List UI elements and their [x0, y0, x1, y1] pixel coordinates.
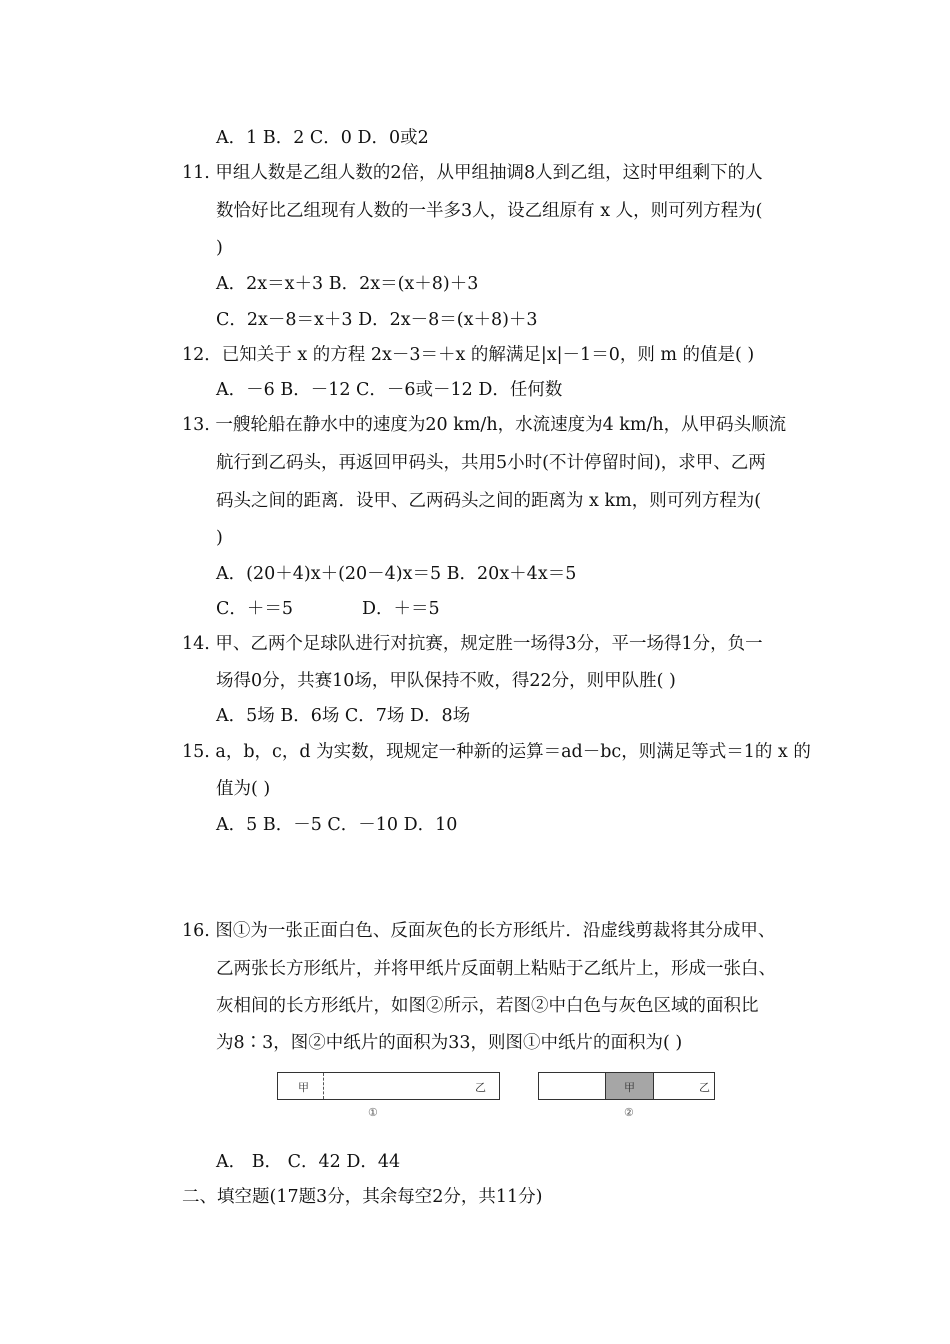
q11-line3: ) — [216, 238, 223, 258]
q15-line2: 值为( ) — [216, 779, 271, 799]
q15-options: A．5 B．－5 C．－10 D．10 — [216, 815, 458, 835]
figure-1-rectangle — [277, 1072, 500, 1100]
q16-line2: 乙两张长方形纸片，并将甲纸片反面朝上粘贴于乙纸片上，形成一张白、 — [216, 959, 776, 979]
figure-2-caption: ② — [624, 1106, 634, 1119]
q14-line2: 场得0分，共赛10场，甲队保持不败，得22分，则甲队胜( ) — [216, 671, 676, 691]
q14-options: A．5场 B．6场 C．7场 D．8场 — [216, 706, 471, 726]
q16-options: A． B． C．42 D．44 — [216, 1152, 401, 1172]
q16-line1: 16. 图①为一张正面白色、反面灰色的长方形纸片．沿虚线剪裁将其分成甲、 — [182, 921, 776, 941]
q13-option-d: D．＋＝5 — [362, 599, 440, 619]
q16-line4: 为8∶3，图②中纸片的面积为33，则图①中纸片的面积为( ) — [216, 1033, 683, 1053]
q12-options: A．－6 B．－12 C．－6或－12 D．任何数 — [216, 380, 563, 400]
q16-line3: 灰相间的长方形纸片，如图②所示，若图②中白色与灰色区域的面积比 — [216, 996, 759, 1016]
q11-line2: 数恰好比乙组现有人数的一半多3人，设乙组原有 x 人，则可列方程为( — [216, 201, 763, 221]
q13-line3: 码头之间的距离．设甲、乙两码头之间的距离为 x km，则可列方程为( — [216, 491, 762, 511]
q13-option-c: C．＋＝5 — [216, 599, 294, 619]
q11-line1: 11. 甲组人数是乙组人数的2倍，从甲组抽调8人到乙组，这时甲组剩下的人 — [182, 163, 763, 183]
q12-line1: 12．已知关于 x 的方程 2x－3＝＋x 的解满足|x|－1＝0，则 m 的值是( ) — [182, 345, 755, 365]
figure-1-label-yi: 乙 — [475, 1081, 486, 1094]
figure-2-label-yi: 乙 — [699, 1081, 710, 1094]
section-2-heading: 二、填空题(17题3分，其余每空2分，共11分) — [182, 1187, 543, 1207]
q10-options: A．1 B．2 C．0 D．0或2 — [216, 128, 429, 148]
q11-options-cd: C．2x－8＝x＋3 D．2x－8＝(x＋8)＋3 — [216, 310, 538, 330]
q11-options-ab: A．2x＝x＋3 B．2x＝(x＋8)＋3 — [216, 274, 479, 294]
q14-line1: 14. 甲、乙两个足球队进行对抗赛，规定胜一场得3分，平一场得1分，负一 — [182, 634, 763, 654]
figure-1-caption: ① — [368, 1106, 378, 1119]
figure-1-label-jia: 甲 — [298, 1081, 309, 1094]
q13-line1: 13. 一艘轮船在静水中的速度为20 km/h，水流速度为4 km/h，从甲码头顺流 — [182, 415, 787, 435]
q13-line2: 航行到乙码头，再返回甲码头，共用5小时(不计停留时间)，求甲、乙两 — [216, 453, 766, 473]
q13-line4: ) — [216, 528, 223, 548]
q13-options-ab: A．(20＋4)x＋(20－4)x＝5 B．20x＋4x＝5 — [216, 564, 577, 584]
figure-1-dashed-cut-line — [323, 1073, 324, 1099]
figure-2-rectangle — [538, 1072, 715, 1100]
q15-line1: 15. a，b，c，d 为实数，现规定一种新的运算＝ad－bc，则满足等式＝1的 x 的 — [182, 742, 811, 762]
figure-2-label-jia: 甲 — [624, 1081, 635, 1094]
